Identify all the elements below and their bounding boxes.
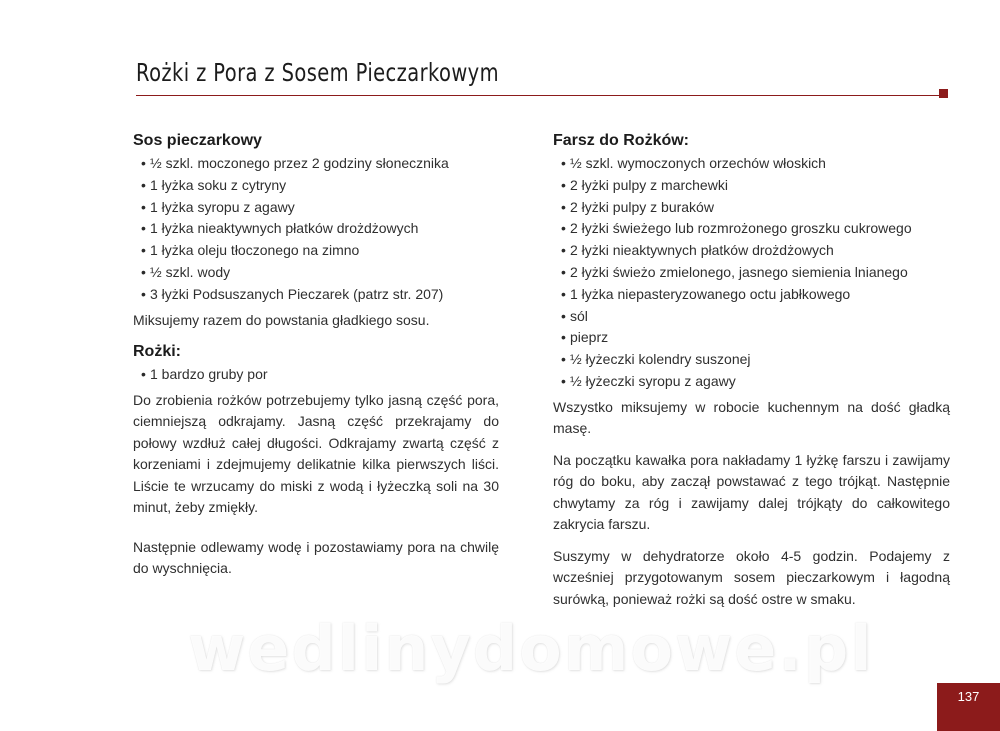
list-item-text: pieprz — [570, 329, 609, 346]
list-item — [141, 175, 499, 197]
list-item — [561, 218, 950, 240]
list-item-text: ½ szkl. wymoczonych orzechów włoskich — [570, 155, 826, 171]
list-item-text: 2 łyżki pulpy z buraków — [570, 198, 714, 215]
horns-instructions-2: Następnie odlewamy wodę i pozostawiamy pora na chwilę do wyschnięcia. — [133, 538, 499, 577]
bullet-icon: • — [561, 372, 566, 389]
filling-instructions-3: Suszymy w dehydratorze około 4-5 godzin. Podajemy z wcześniej przygotowanym sosem pieczarkowym i łagodną surówką, ponieważ rożki są dość ostre w smaku. — [553, 547, 950, 607]
bullet-icon: • — [561, 329, 566, 346]
list-item — [141, 197, 499, 219]
bullet-icon: • — [141, 366, 146, 383]
title-divider-square — [939, 89, 948, 98]
bullet-icon: • — [561, 220, 566, 237]
filling-instructions-2: Na początku kawałka pora nakładamy 1 łyżkę farszu i zawijamy róg do boku, aby zaczął powstawać z tego trójkąt. Następnie chwytamy za róg i zawijamy dalej trójkąty do całkowitego zakrycia farszu. — [553, 451, 950, 533]
list-item-text: 1 łyżka nieaktywnych płatków drożdżowych — [150, 220, 419, 237]
list-item-text: 3 łyżki Podsuszanych Pieczarek (patrz str. 207) — [150, 285, 444, 302]
list-item-text: ½ szkl. moczonego przez 2 godziny słonecznika — [150, 155, 449, 171]
horns-ingredients-list — [133, 364, 499, 386]
sauce-ingredients-list — [133, 153, 499, 306]
right-column — [553, 130, 950, 620]
filling-instructions-1: Wszystko miksujemy w robocie kuchennym na dość gładką masę. — [553, 398, 950, 437]
list-item — [141, 218, 499, 240]
list-item — [561, 349, 950, 371]
watermark: wedlinydomowe.pl — [188, 612, 874, 685]
list-item — [561, 197, 950, 219]
list-item — [561, 284, 950, 306]
bullet-icon: • — [561, 176, 566, 193]
list-item-text: 1 łyżka niepasteryzowanego octu jabłkowego — [570, 285, 851, 302]
list-item-text: 2 łyżki pulpy z marchewki — [570, 176, 728, 193]
horns-heading: Rożki: — [133, 343, 181, 361]
page-title: Rożki z Pora z Sosem Pieczarkowym — [136, 58, 499, 87]
bullet-icon: • — [561, 307, 566, 324]
list-item-text: ½ łyżeczki kolendry suszonej — [570, 351, 751, 368]
list-item — [141, 240, 499, 262]
bullet-icon: • — [141, 176, 146, 193]
bullet-icon: • — [561, 155, 566, 171]
list-item — [561, 240, 950, 262]
bullet-icon: • — [141, 220, 146, 237]
filling-ingredients-list — [553, 153, 950, 393]
page-number: 137 — [937, 683, 1000, 731]
bullet-icon: • — [561, 351, 566, 368]
list-item-text: ½ szkl. wody — [150, 263, 231, 280]
bullet-icon: • — [561, 242, 566, 259]
list-item-text: 1 łyżka syropu z agawy — [150, 198, 295, 215]
bullet-icon: • — [561, 285, 566, 302]
list-item — [141, 284, 499, 306]
list-item — [561, 153, 950, 175]
title-divider — [136, 95, 939, 96]
list-item — [141, 364, 499, 386]
list-item — [141, 153, 499, 175]
horns-instructions-1: Do zrobienia rożków potrzebujemy tylko jasną część pora, ciemniejszą odkrajamy. Jasną część przekrajamy do połowy wzdłuż całej długości. Odkrajamy zwartą część z korzeniami i zdejmujemy delikatnie kilka pierwszych liści. Liście te wrzucamy do miski z wodą i łyżeczką soli na 30 minut, żeby zmiękły. — [133, 391, 499, 516]
sauce-instructions: Miksujemy razem do powstania gładkiego sosu. — [133, 311, 430, 328]
list-item — [561, 262, 950, 284]
list-item — [561, 306, 950, 328]
bullet-icon: • — [141, 198, 146, 215]
list-item-text: 2 łyżki nieaktywnych płatków drożdżowych — [570, 242, 834, 259]
list-item — [141, 262, 499, 284]
list-item-text: ½ łyżeczki syropu z agawy — [570, 372, 736, 389]
sauce-heading: Sos pieczarkowy — [133, 132, 262, 149]
bullet-icon: • — [141, 242, 146, 259]
list-item — [561, 327, 950, 349]
list-item-text: 1 bardzo gruby por — [150, 366, 268, 383]
filling-heading: Farsz do Rożków: — [553, 132, 690, 149]
list-item — [561, 371, 950, 393]
list-item-text: 1 łyżka soku z cytryny — [150, 176, 287, 193]
bullet-icon: • — [561, 198, 566, 215]
bullet-icon: • — [561, 263, 566, 280]
list-item-text: sól — [570, 307, 588, 324]
left-column — [133, 130, 499, 590]
list-item-text: 2 łyżki świeżego lub rozmrożonego groszku cukrowego — [570, 220, 912, 237]
list-item-text: 2 łyżki świeżo zmielonego, jasnego siemienia lnianego — [570, 263, 908, 280]
list-item — [561, 175, 950, 197]
bullet-icon: • — [141, 155, 146, 171]
list-item-text: 1 łyżka oleju tłoczonego na zimno — [150, 242, 360, 259]
bullet-icon: • — [141, 263, 146, 280]
bullet-icon: • — [141, 285, 146, 302]
